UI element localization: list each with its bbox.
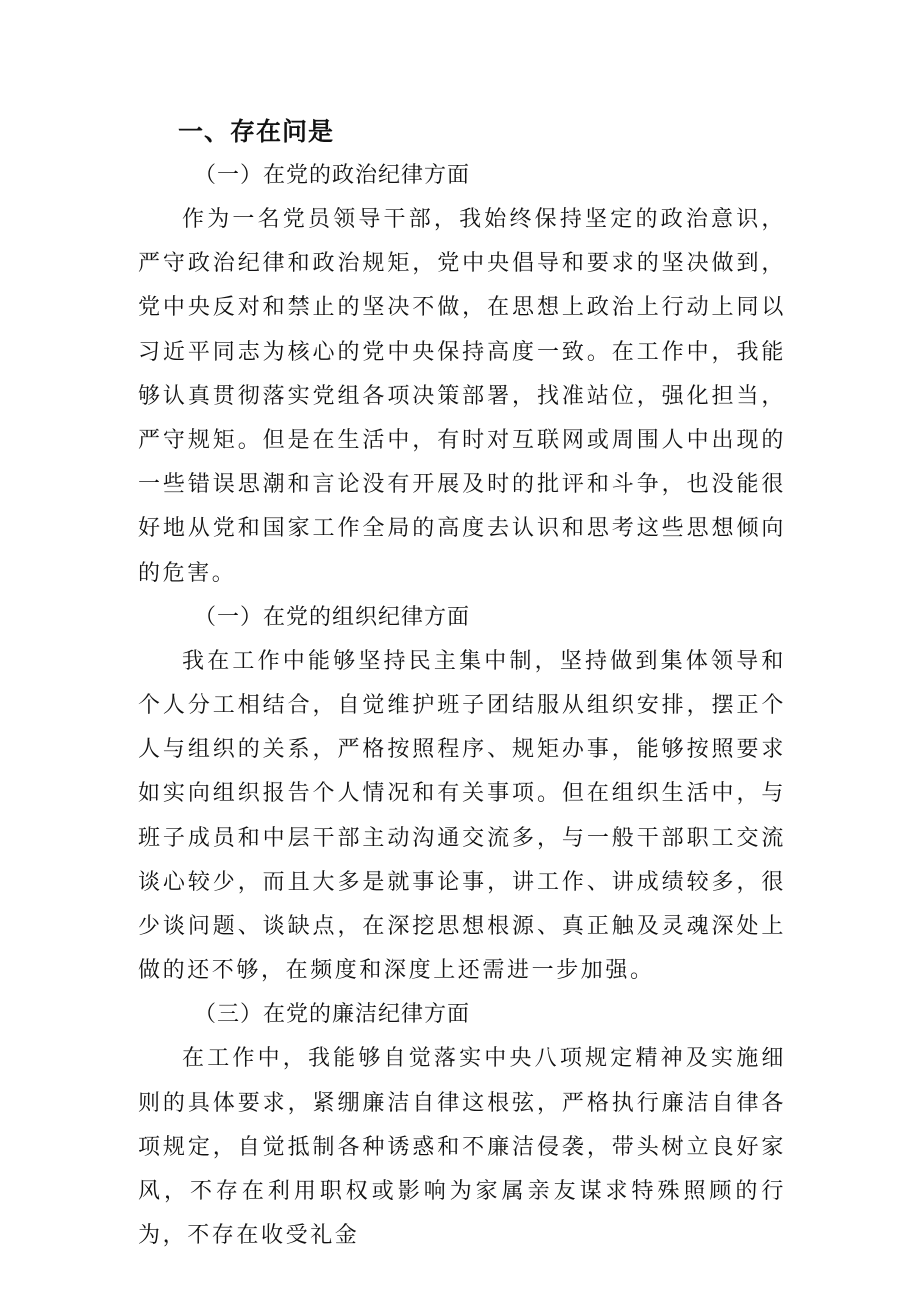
section-heading: 一、存在问是: [178, 117, 335, 146]
paragraph-integrity: 在工作中，我能够自觉落实中央八项规定精神及实施细则的具体要求，紧绷廉洁自律这根弦，严格执行廉洁自律各项规定，自觉抵制各种诱惑和不廉洁侵袭，带头树立良好家风，不存在利用职权或影响为家属亲友谋求特殊照顾的行为，不存在收受礼金: [138, 1046, 786, 1249]
paragraph-political: 作为一名党员领导干部，我始终保持坚定的政治意识，严守政治纪律和政治规矩，党中央倡导和要求的坚决做到，党中央反对和禁止的坚决不做，在思想上政治上行动上同以习近平同志为核心的党中央保持高度一致。在工作中，我能够认真贯彻落实党组各项决策部署，找准站位，强化担当，严守规矩。但是在生活中，有时对互联网或周围人中出现的一些错误思潮和言论没有开展及时的批评和斗争，也没能很好地从党和国家工作全局的高度去认识和思考这些思想倾向的危害。: [138, 207, 786, 586]
subsection-title-political: （一）在党的政治纪律方面: [194, 163, 471, 188]
subsection-title-organization: （一）在党的组织纪律方面: [194, 604, 471, 630]
document-content: [138, 112, 786, 1258]
subsection-title-integrity: （三）在党的廉洁纪律方面: [194, 1002, 471, 1028]
paragraph-organization: 我在工作中能够坚持民主集中制，坚持做到集体领导和个人分工相结合，自觉维护班子团结服从组织安排，摆正个人与组织的关系，严格按照程序、规矩办事，能够按照要求如实向组织报告个人情况和有关事项。但在组织生活中，与班子成员和中层干部主动沟通交流多，与一般干部职工交流谈心较少，而且大多是就事论事，讲工作、讲成绩较多，很少谈问题、谈缺点，在深挖思想根源、真正触及灵魂深处上做的还不够，在频度和深度上还需进一步加强。: [138, 648, 786, 984]
